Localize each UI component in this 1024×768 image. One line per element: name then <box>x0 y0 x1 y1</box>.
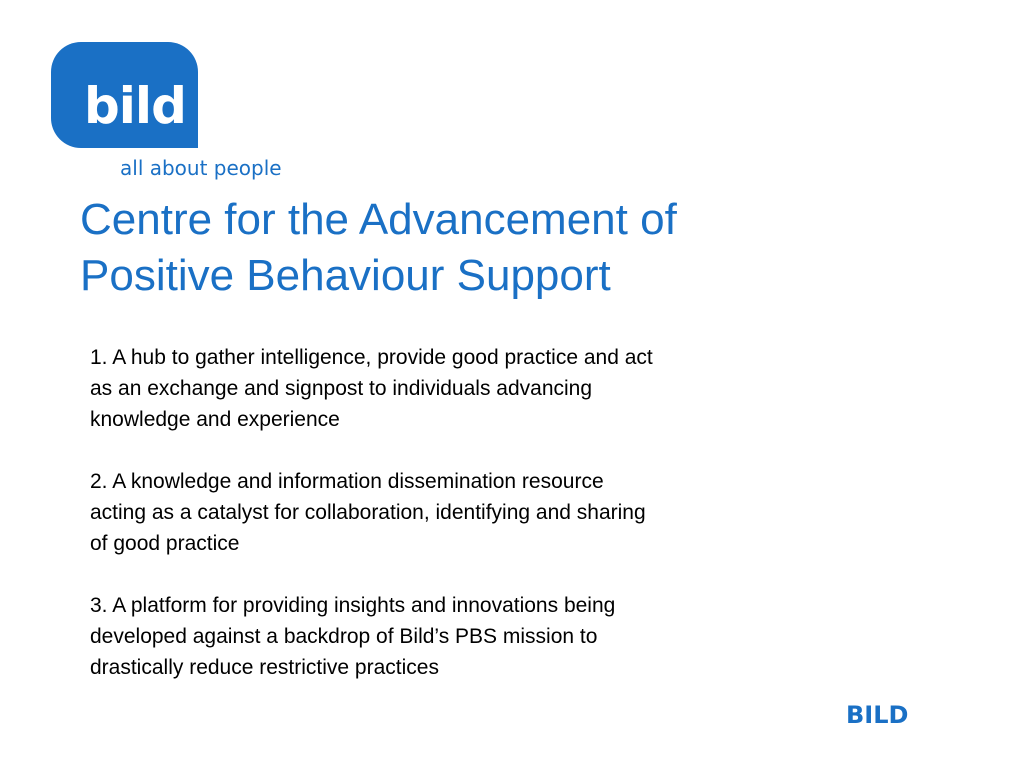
points-list <box>90 342 800 683</box>
point-2: 2. A knowledge and information dissemination resource acting as a catalyst for collaboration, identifying and sharing of good practice <box>90 470 646 555</box>
point-3: 3. A platform for providing insights and innovations being developed against a backdrop of Bild’s PBS mission to drastically reduce restrictive practices <box>90 594 616 679</box>
logo-wordmark: bild <box>84 77 186 135</box>
logo-tagline: all about people <box>120 156 282 180</box>
footer-brand: BILD <box>846 701 909 729</box>
point-1: 1. A hub to gather intelligence, provide good practice and act as an exchange and signpost to individuals advancing knowledge and experience <box>90 346 653 431</box>
slide-title: Centre for the Advancement of Positive Behaviour Support <box>80 195 677 300</box>
